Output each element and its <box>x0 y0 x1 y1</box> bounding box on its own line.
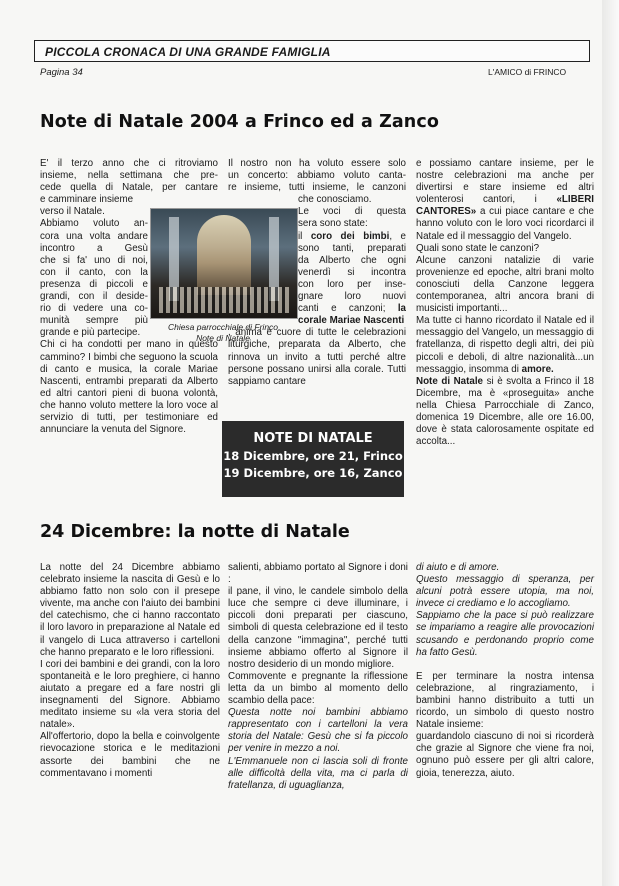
paragraph: salienti, abbiamo portato al Signore i doni : <box>228 562 408 586</box>
page-number: Pagina 34 <box>40 67 83 78</box>
paragraph: Ma tutte ci hanno ricordato il Natale ed il messaggio del Vangelo, un messaggio di fratellanza, di rispetto degli altri, dei più piccoli e deboli, di altre nazionalità...un messaggio, insomma di amore. <box>416 315 594 375</box>
publication-name: L'AMICO di FRINCO <box>488 67 567 77</box>
paragraph: , anima e cuore di tutte le celebrazioni liturgiche, preparata da Alberto, che rinnova un invito a tutti perché altre persone possano unirsi alla corale. Tutti sappiamo cantare <box>228 327 406 387</box>
paragraph: Questo messaggio di speranza, per alcuni potrà essere utopia, ma noi, invece ci crediamo e lo accogliamo. <box>416 574 594 610</box>
paragraph: Note di Natale si è svolta a Frinco il 18 Dicembre, ma è «proseguita» anche nella Chiesa Parrocchiale di Zanco, domenica 19 Dicembre, alle ore 16.00, dove è stata calorosamente ospitate ed accolta... <box>416 375 594 448</box>
event-box <box>222 421 404 497</box>
article-title: Note di Natale 2004 a Frinco ed a Zanco <box>40 112 439 132</box>
section-header <box>34 40 590 62</box>
photo-caption: Chiesa parrocchiale di Frinco Note di Natale <box>167 322 279 343</box>
event-date-frinco: 18 Dicembre, ore 21, Frinco <box>223 449 403 463</box>
paragraph: Sappiamo che la pace si può realizzare se impariamo a reagire alle provocazioni scusando e perdonando proprio come ha fatto Gesù. <box>416 610 594 658</box>
paragraph: La notte del 24 Dicembre abbiamo celebrato insieme la nascita di Gesù e lo abbiamo fatto non solo con il presepe vivente, ma anche con l'aiuto dei bambini del catechismo, che ci hanno raccontato il loro lavoro in preparazione al Natale ed il vangelo di Luca attraverso i cartelloni che hanno preparato e le loro riflessioni. <box>40 562 220 658</box>
article-column-2 <box>228 562 408 792</box>
paragraph: il pane, il vino, le candele simbolo della luce che sempre ci deve illuminare, i piccoli doni preparati per ciascuno, simboli di questa celebrazione ed il testo della canzone "immagina", perché tutti insieme abbiamo offerto al Signore il nostro desiderio di un mondo migliore. <box>228 586 408 670</box>
paragraph: L'Emmanuele non ci lascia soli di fronte alle difficoltà della vita, ma ci parla di fratellanza, di uguaglianza, <box>228 755 408 791</box>
paragraph: Commovente e pregnante la riflessione letta da un bimbo al momento dello scambio della pace: <box>228 670 408 707</box>
paragraph: guardandolo ciascuno di noi si ricorderà che grazie al Signore che viene fra noi, ognuno può essere per gli altri calore, gioia, tenerezza, aiuto. <box>416 731 594 779</box>
paragraph: Alcune canzoni natalizie di varie provenienze ed epoche, altri brani molto conosciuti della Canzone leggera contemporanea, altri ancora brani di musicisti importanti... <box>416 254 594 315</box>
article-column-2: Il nostro non ha voluto essere solo un concerto: abbiamo voluto canta- re insieme, tutti insieme, le canzoni che conosciamo. Le voci di questa sera sono state: il coro dei bimbi, e sono tanti, preparati da Alberto che ogni venerdì si incontra con loro per inse- gnare loro nuovi canti e canzoni; la corale Mariae Nascenti , anima e cuore di tutte le celebrazioni liturgiche, preparata da Alberto, che rinnova un invito a tutti perché altre persone possano unirsi alla corale. Tutti sappiamo cantare <box>228 158 406 387</box>
article-title: 24 Dicembre: la notte di Natale <box>40 522 350 542</box>
paragraph: Chi ci ha condotti per mano in questo cammino? I bimbi che seguono la scuola di canto e musica, la corale Mariae Nascenti, entrambi preparati da Alberto ed altri cantori pieni di buona volontà, che hanno voluto mettere la loro voce al servizio di tutti, per testimoniare ed annunciare la venuta del Signore. <box>40 339 218 436</box>
paragraph: e possiamo cantare insieme, per le nostre celebrazioni ma anche per divertirsi e stare insieme ed altri volenterosi cantori, i «LIBERI CANTORES» a cui piace cantare e che hanno voluto con le loro voci ricordarci il Natale ed il messaggio del Vangelo. <box>416 158 594 242</box>
article-column-3 <box>416 158 594 448</box>
paragraph: di aiuto e di amore. <box>416 562 500 573</box>
article-column-1 <box>40 562 220 780</box>
paragraph: E per terminare la nostra intensa celebrazione, al ringraziamento, i bambini hanno distribuito a tutti un ricordo, un simbolo di questo nostro Natale insieme: <box>416 670 594 731</box>
paragraph: Quali sono state le canzoni? <box>416 242 540 254</box>
paragraph: All'offertorio, dopo la bella e coinvolgente rievocazione storica e le meditazioni assorte dei bambini che ne commentavano i momenti <box>40 731 220 779</box>
event-date-zanco: 19 Dicembre, ore 16, Zanco <box>223 466 403 480</box>
event-box-title: NOTE DI NATALE <box>253 431 373 446</box>
paragraph: Questa notte noi bambini abbiamo rappresentato con i cartelloni la vera storia del Natale: Gesù che si fa piccolo per venire in mezzo a noi. <box>228 707 408 755</box>
page-edge <box>602 0 619 886</box>
section-title: PICCOLA CRONACA DI UNA GRANDE FAMIGLIA <box>45 45 331 59</box>
paragraph: I cori dei bambini e dei grandi, con la loro spontaneità e le loro preghiere, ci hanno aiutato a pregare ed a fare nostri gli insegnamenti del Signore. Abbiamo meditato insieme su «la vera storia del natale». <box>40 658 220 731</box>
article-column-3 <box>416 562 594 780</box>
article-column-1: E' il terzo anno che ci ritroviamo insieme, nella settimana che pre- cede quella di Natale, per cantare e camminare insieme verso il Natale. Abbiamo voluto an- cora una volta andare incontro a Gesù che si fa' uno di noi, con il canto, con la presenza di piccoli e grandi, con il deside- rio di vedere una co- munità sempre più grande e più partecipe. Chi ci ha condotti per mano in questo cammino? I bimbi che seguono la scuola di canto e musica, la corale Mariae Nascenti, entrambi preparati da Alberto ed altri cantori pieni di buona volontà, che hanno voluto mettere la loro voce al servizio di tutti, per testimoniare ed annunciare la venuta del Signore. <box>40 158 218 436</box>
